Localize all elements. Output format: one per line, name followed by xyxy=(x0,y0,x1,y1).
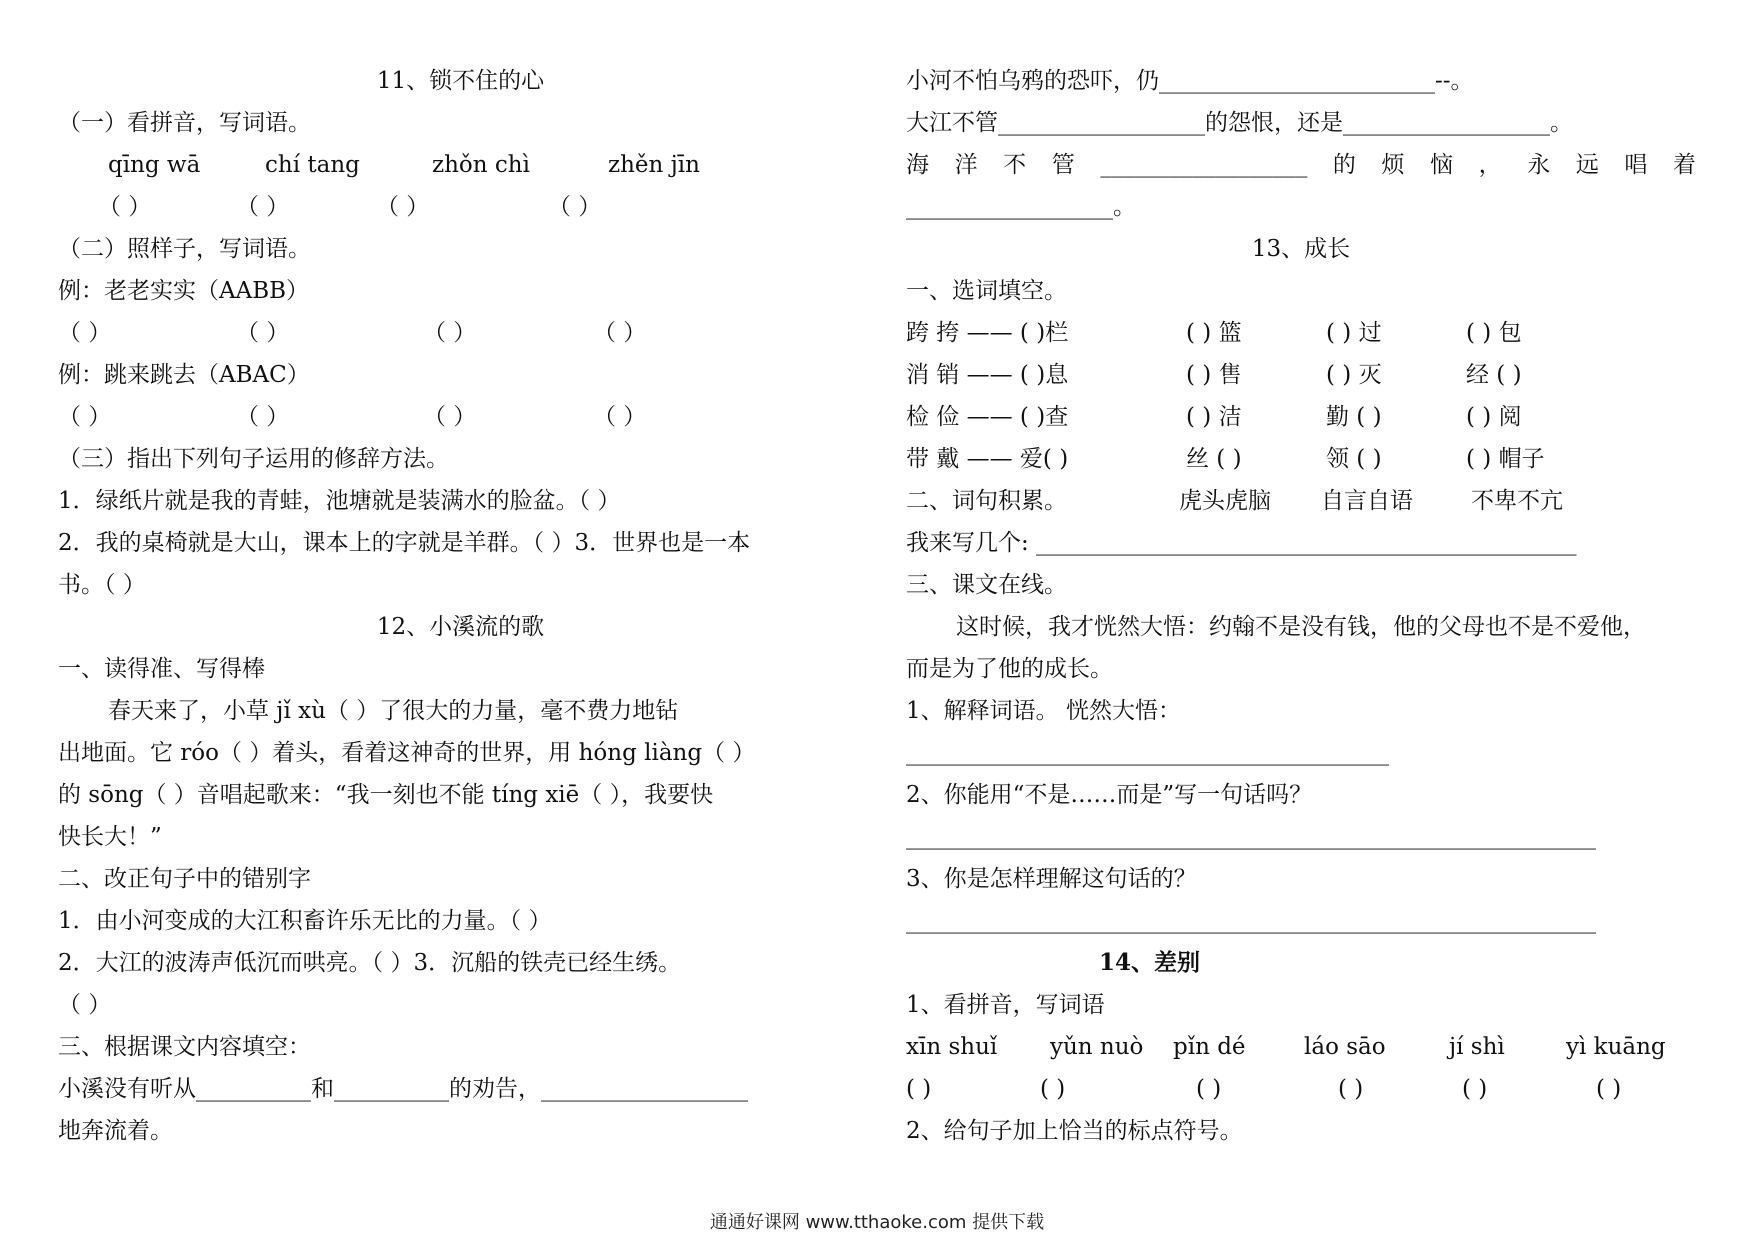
char: 远 xyxy=(1575,152,1599,178)
s13-q3-item-3: 3、你是怎样理解这句话的？ xyxy=(906,866,1197,892)
char: 恼 xyxy=(1430,152,1454,178)
answer-blank[interactable]: （ ） xyxy=(593,320,647,346)
s11-example-1: 例：老老实实（AABB） xyxy=(58,278,310,304)
s13-question-3: 三、课文在线。 xyxy=(906,572,1067,598)
lesson-11-title: 11、锁不住的心 xyxy=(376,68,545,94)
r-fill-line: 大江不管__________________的怨恨，还是__________________。 xyxy=(906,110,1573,136)
answer-blank[interactable]: （ ） xyxy=(236,404,290,430)
idiom-word: 不卑不亢 xyxy=(1471,488,1563,514)
choice-cell: ( ) 阅 xyxy=(1466,404,1522,430)
s12-q3-item-2: 地奔流着。 xyxy=(58,1118,173,1144)
s13-paragraph-line: 这时候，我才恍然大悟：约翰不是没有钱，他的父母也不是不爱他， xyxy=(956,614,1646,640)
s12-paragraph-line: 出地面。它 róo（ ）着头，看着这神奇的世界，用 hóng liàng（ ） xyxy=(58,740,756,766)
answer-blank[interactable]: ( ) xyxy=(1040,1076,1066,1102)
pinyin-item: láo sāo xyxy=(1304,1034,1386,1060)
choice-cell: 经 ( ) xyxy=(1466,362,1522,388)
s14-answer-row xyxy=(906,1068,1696,1110)
s11-q3-item-3: 书。（ ） xyxy=(58,572,146,598)
choice-cell: ( ) 帽子 xyxy=(1466,446,1545,472)
answer-line[interactable]: ____________________________________________________________ xyxy=(906,908,1596,934)
choice-cell: ( ) 篮 xyxy=(1186,320,1242,346)
s11-aabb-row xyxy=(58,312,863,354)
footer-credit: 通通好课网 www.tthaoke.com 提供下载 xyxy=(709,1212,1045,1233)
choice-cell: 检 俭 —— ( )查 xyxy=(906,404,1069,430)
s11-abac-row xyxy=(58,396,863,438)
blank-line[interactable]: __________________ xyxy=(1100,152,1308,178)
s13-choice-row xyxy=(906,396,1696,438)
choice-cell: 带 戴 —— 爱( ) xyxy=(906,446,1069,472)
lesson-12-title: 12、小溪流的歌 xyxy=(376,614,545,640)
answer-blank[interactable]: ( ) xyxy=(1462,1076,1488,1102)
pinyin-item: qīng wā xyxy=(108,152,201,178)
s14-pinyin-row xyxy=(906,1026,1696,1068)
choice-cell: 勤 ( ) xyxy=(1326,404,1382,430)
answer-blank[interactable]: ( ) xyxy=(906,1076,932,1102)
r-fill-line: __________________。 xyxy=(906,194,1136,220)
left-column xyxy=(58,60,863,1152)
answer-line[interactable]: __________________________________________ xyxy=(906,740,1389,766)
s12-paragraph-line: 快长大！” xyxy=(58,824,162,850)
char: 海 xyxy=(906,152,929,178)
s11-question-1: （一）看拼音，写词语。 xyxy=(58,110,311,136)
s12-paragraph-line: 的 sōng（ ）音唱起歌来：“我一刻也不能 tíng xiē（ ），我要快 xyxy=(58,782,714,808)
choice-cell: 消 销 —— ( )息 xyxy=(906,362,1069,388)
choice-cell: ( ) 售 xyxy=(1186,362,1242,388)
s11-q3-item-2: 2．我的桌椅就是大山，课本上的字就是羊群。（ ）3．世界也是一本 xyxy=(58,530,751,556)
s11-q3-item-1: 1．绿纸片就是我的青蛙，池塘就是装满水的脸盆。（ ） xyxy=(58,488,621,514)
choice-cell: ( ) 灭 xyxy=(1326,362,1382,388)
pinyin-item: chí tang xyxy=(265,152,360,178)
s12-q3-item-1: 小溪没有听从__________和__________的劝告，__________________ xyxy=(58,1076,748,1102)
s14-question-1: 1、看拼音，写词语 xyxy=(906,992,1105,1018)
answer-blank[interactable]: ( ) xyxy=(1338,1076,1364,1102)
s12-question-1: 一、读得准、写得棒 xyxy=(58,656,265,682)
s12-question-3: 三、根据课文内容填空： xyxy=(58,1034,311,1060)
answer-blank[interactable]: （ ） xyxy=(98,194,152,220)
char: 着 xyxy=(1672,152,1696,178)
s12-paragraph-line: 春天来了，小草 jǐ xù（ ）了很大的力量，毫不费力地钻 xyxy=(108,698,679,724)
s13-q3-item-2: 2、你能用“不是……而是”写一句话吗？ xyxy=(906,782,1313,808)
choice-cell: 领 ( ) xyxy=(1326,446,1382,472)
s12-q2-item-3: （ ） xyxy=(58,992,112,1018)
pinyin-item: zhǒn chì xyxy=(432,152,530,178)
pinyin-item: zhěn jīn xyxy=(608,152,700,178)
char: 洋 xyxy=(954,152,978,178)
lesson-13-title: 13、成长 xyxy=(1251,236,1351,262)
char: 永 xyxy=(1527,152,1551,178)
s12-question-2: 二、改正句子中的错别字 xyxy=(58,866,311,892)
pinyin-item: yì kuāng xyxy=(1566,1034,1666,1060)
answer-blank[interactable]: （ ） xyxy=(376,194,430,220)
s12-q2-item-1: 1．由小河变成的大江积畜许乐无比的力量。（ ） xyxy=(58,908,552,934)
char: 烦 xyxy=(1381,152,1405,178)
s13-question-1: 一、选词填空。 xyxy=(906,278,1067,304)
s11-answer-row xyxy=(58,186,863,228)
r-fill-line-justified xyxy=(906,144,1696,186)
choice-cell: 跨 挎 —— ( )栏 xyxy=(906,320,1069,346)
s12-q2-item-2: 2．大江的波涛声低沉而哄亮。（ ）3．沉船的铁壳已经生绣。 xyxy=(58,950,682,976)
s11-pinyin-row xyxy=(58,144,863,186)
r-fill-line: 小河不怕乌鸦的恐吓，仍________________________--。 xyxy=(906,68,1474,94)
s11-question-3: （三）指出下列句子运用的修辞方法。 xyxy=(58,446,449,472)
idiom-word: 虎头虎脑 xyxy=(1179,488,1271,514)
s13-choice-row xyxy=(906,438,1696,480)
char: 不 xyxy=(1003,152,1027,178)
lesson-14-title: 14、差别 xyxy=(1099,949,1201,976)
s11-question-2: （二）照样子，写词语。 xyxy=(58,236,311,262)
s13-question-2-row xyxy=(906,480,1696,522)
answer-blank[interactable]: （ ） xyxy=(236,194,290,220)
answer-blank[interactable]: （ ） xyxy=(236,320,290,346)
choice-cell: 丝 ( ) xyxy=(1186,446,1242,472)
s13-write-line: 我来写几个: _______________________________________________ xyxy=(906,530,1577,556)
s13-paragraph-line: 而是为了他的成长。 xyxy=(906,656,1113,682)
choice-cell: ( ) 包 xyxy=(1466,320,1522,346)
s13-choice-row xyxy=(906,312,1696,354)
s14-question-2: 2、给句子加上恰当的标点符号。 xyxy=(906,1118,1243,1144)
char: ， xyxy=(1478,152,1502,178)
pinyin-item: yǔn nuò xyxy=(1050,1034,1144,1060)
char: 管 xyxy=(1051,152,1075,178)
s13-question-2: 二、词句积累。 xyxy=(906,488,1067,514)
answer-blank[interactable]: ( ) xyxy=(1596,1076,1622,1102)
s11-example-2: 例：跳来跳去（ABAC） xyxy=(58,362,310,388)
s13-choice-row xyxy=(906,354,1696,396)
choice-cell: ( ) 洁 xyxy=(1186,404,1242,430)
idiom-word: 自言自语 xyxy=(1321,488,1413,514)
answer-blank[interactable]: （ ） xyxy=(593,404,647,430)
answer-blank[interactable]: （ ） xyxy=(548,194,602,220)
right-column xyxy=(906,60,1696,1152)
pinyin-item: jí shì xyxy=(1449,1034,1505,1060)
pinyin-item: xīn shuǐ xyxy=(906,1034,998,1060)
answer-blank[interactable]: （ ） xyxy=(423,404,477,430)
choice-cell: ( ) 过 xyxy=(1326,320,1382,346)
answer-blank[interactable]: ( ) xyxy=(1196,1076,1222,1102)
char: 唱 xyxy=(1624,152,1648,178)
answer-blank[interactable]: （ ） xyxy=(423,320,477,346)
answer-blank[interactable]: （ ） xyxy=(58,320,112,346)
answer-line[interactable]: ____________________________________________________________ xyxy=(906,824,1596,850)
s13-q3-item-1: 1、解释词语。 恍然大悟： xyxy=(906,698,1181,724)
pinyin-item: pǐn dé xyxy=(1173,1034,1246,1060)
char: 的 xyxy=(1332,152,1356,178)
answer-blank[interactable]: （ ） xyxy=(58,404,112,430)
